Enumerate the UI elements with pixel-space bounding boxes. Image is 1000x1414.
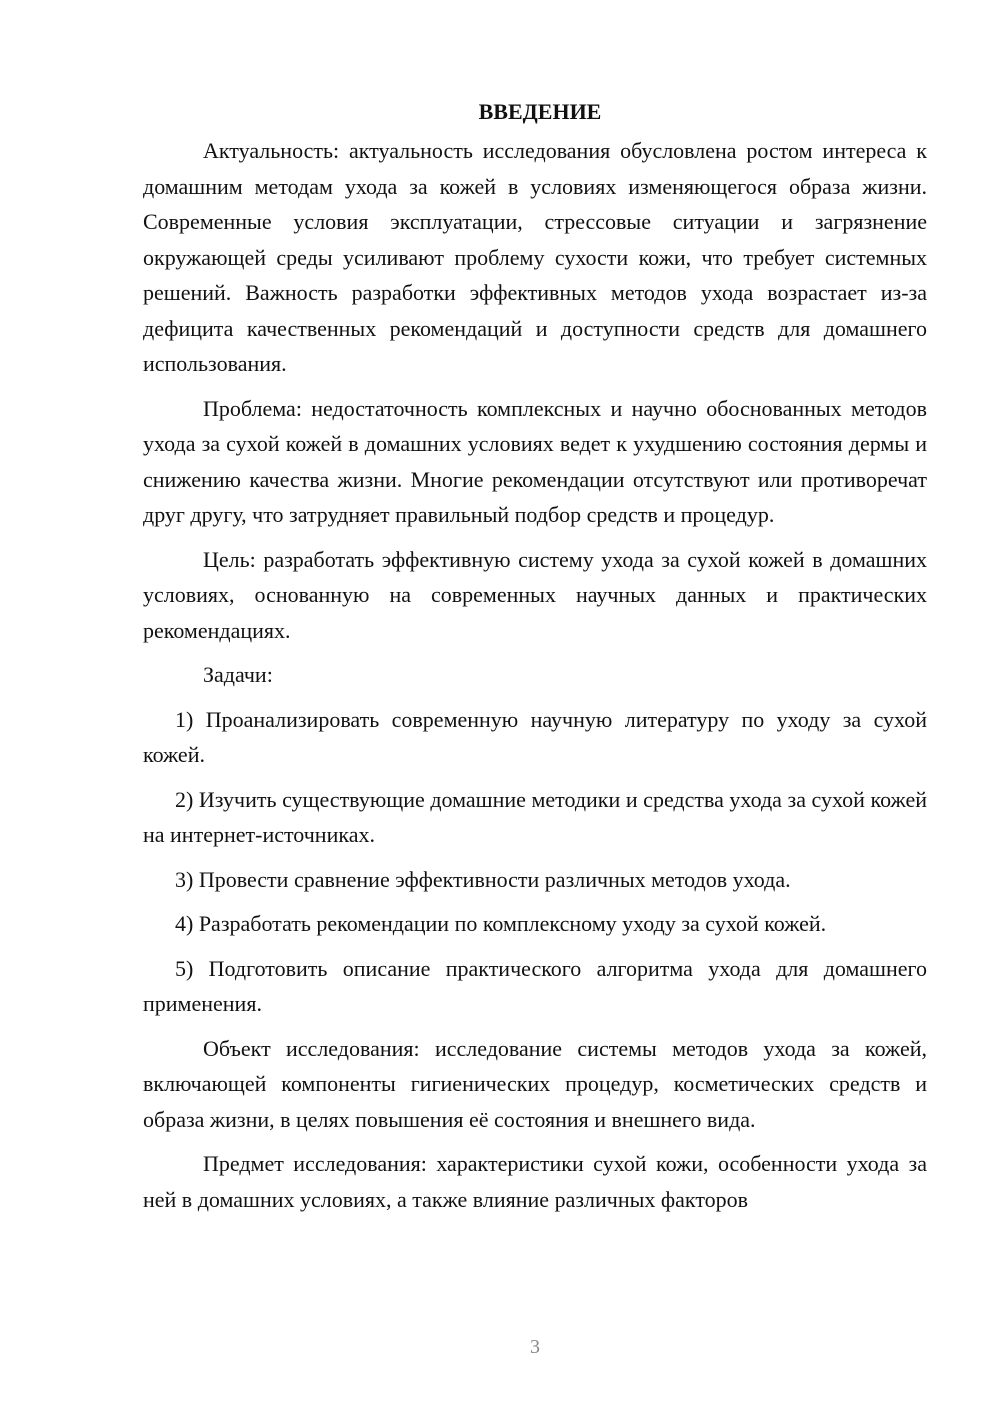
tasks-label: Задачи: [203,662,273,687]
goal-paragraph: Цель: разработать эффективную систему ухода за сухой кожей в домашних условиях, основанную на современных научных данных и практических рекомендациях. [143,546,927,643]
task-item-3: 3) Провести сравнение эффективности различных методов ухода. [175,866,791,892]
section-heading: ВВЕДЕНИЕ [478,99,602,124]
task-item-1: 1) Проанализировать современную научную литературу по уходу за сухой кожей. [143,706,927,767]
task-item-4: 4) Разработать рекомендации по комплексному уходу за сухой кожей. [175,911,827,936]
subject-paragraph: Предмет исследования: характеристики сухой кожи, особенности ухода за ней в домашних условиях, а также влияние различных факторов [143,1151,927,1212]
page-number: 3 [530,1336,540,1358]
problem-paragraph: Проблема: недостаточность комплексных и научно обоснованных методов ухода за сухой кожей в домашних условиях ведет к ухудшению состояния дермы и снижению качества жизни. Многие рекомендации отсутствуют или противоречат друг другу, что затрудняет правильный подбор средств и процедур. [143,395,927,527]
object-paragraph: Объект исследования: исследование системы методов ухода за кожей, включающей компоненты гигиенических процедур, косметических средств и образа жизни, в целях повышения её состояния и внешнего вида. [143,1035,927,1132]
task-item-2: 2) Изучить существующие домашние методики и средства ухода за сухой кожей на интернет-источниках. [143,786,927,847]
relevance-paragraph: Актуальность: актуальность исследования обусловлена ростом интереса к домашним методам ухода за кожей в условиях изменяющегося образа жизни. Современные условия эксплуатации, стрессовые ситуации и загрязнение окружающей среды усиливают проблему сухости кожи, что требует системных решений. Важность разработки эффективных методов ухода возрастает из-за дефицита качественных рекомендаций и доступности средств для домашнего использования. [143,138,927,376]
task-item-5: 5) Подготовить описание практического алгоритма ухода для домашнего применения. [143,955,927,1016]
page-content [143,94,927,1217]
